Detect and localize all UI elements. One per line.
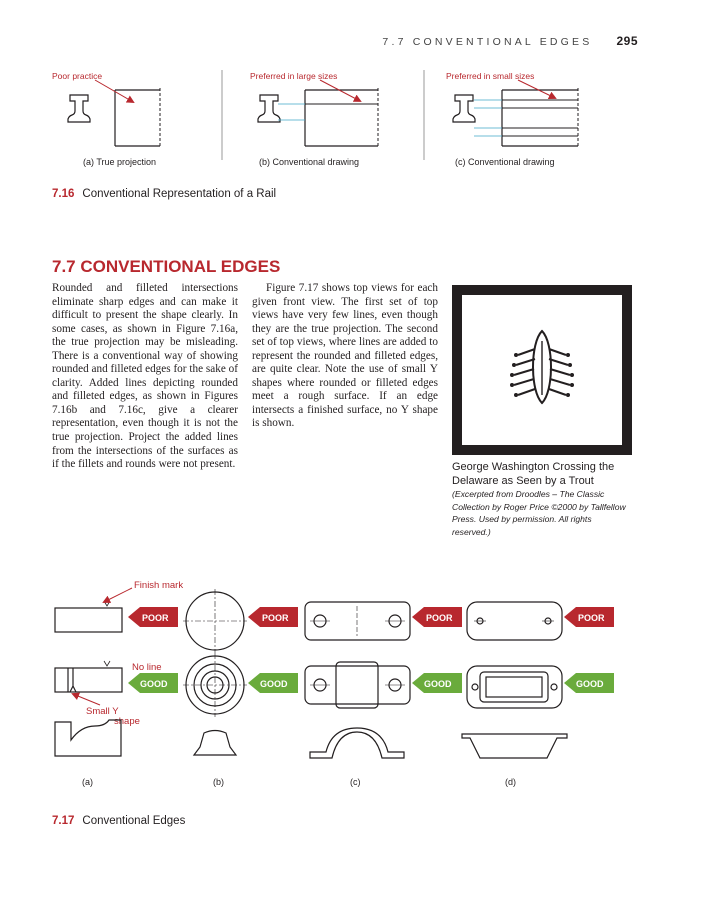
body-column-2 [252, 282, 438, 431]
poor-label: POOR [262, 613, 289, 623]
part-c-front-view [310, 728, 404, 758]
page-number: 295 [616, 34, 638, 48]
panel-label-b: (b) [213, 777, 224, 787]
part-a-good-view [55, 661, 122, 692]
conventional-edges-drawings [0, 570, 702, 790]
good-label: GOOD [140, 679, 168, 689]
section-title: 7.7 CONVENTIONAL EDGES [52, 257, 281, 276]
rail-profile-b [258, 95, 280, 122]
cartoon-credit: (Excerpted from Droodles – The Classic Collection by Roger Price ©2000 by Tallfellow Press. Used by permission. All rights reserved.) [452, 489, 626, 537]
paragraph: Rounded and filleted intersections eliminate sharp edges and can make it difficult to present the shape clearly. In some cases, as shown in Figure 7.16a, the true projection may be misleading. There is a conventional way of showing rounded and filleted edges for the sake of clarity. Added lines depicting rounded and filleted edges, as shown in Figures 7.16b and 7.16c, give a clearer representation, even though it is not the true projection. Project the added lines from the intersections of the surfaces as if the fillets and rounds were not present. [52, 282, 238, 471]
figure-716-caption [52, 188, 276, 200]
paragraph: Figure 7.17 shows top views for each given front view. The first set of top views have very few lines, even though they are the true projection. The second set of top views, where lines are added to represent the rounded and filleted edges, are quite clear. Note the use of small Y shapes where rounded or filleted edges meet a rough surface. If an edge intersects a finished surface, no Y shape is shown. [252, 282, 438, 430]
part-b-good-view [183, 653, 247, 717]
good-label: GOOD [576, 679, 604, 689]
rail-drawings [0, 0, 702, 170]
figure-717-title: Conventional Edges [82, 815, 186, 827]
label-finish-mark: Finish mark [134, 580, 184, 591]
poor-label: POOR [426, 613, 453, 623]
part-b-front-view [194, 731, 236, 756]
arrow-poor [95, 80, 133, 102]
good-label: GOOD [424, 679, 452, 689]
caption-true-projection: (a) True projection [83, 157, 157, 167]
part-a-front-view [55, 720, 121, 756]
caption-conventional-c: (c) Conventional drawing [455, 157, 555, 167]
poor-label: POOR [578, 613, 605, 623]
rail-top-view-b [278, 88, 378, 148]
part-d-good-view [467, 666, 562, 708]
label-no-line: No line [132, 662, 162, 673]
part-c-good-view [305, 662, 410, 708]
part-d-front-view [462, 734, 567, 758]
label-small-y: Small Y [86, 706, 119, 717]
poor-arrows [128, 607, 614, 627]
droodle-cartoon [452, 285, 632, 455]
rail-top-view-c [474, 88, 578, 148]
figure-717-caption [52, 815, 185, 827]
arrow-finish-mark [104, 588, 132, 602]
good-label: GOOD [260, 679, 288, 689]
label-poor-practice: Poor practice [52, 71, 103, 81]
rail-top-view-a [115, 88, 160, 148]
label-preferred-large: Preferred in large sizes [250, 71, 338, 81]
cartoon-caption: George Washington Crossing the Delaware as Seen by a Trout [452, 461, 615, 487]
arrow-small-y [73, 694, 100, 705]
panel-label-d: (d) [505, 777, 516, 787]
part-b-poor-view [183, 589, 247, 653]
arrow-small [518, 80, 555, 98]
rail-profile-a [68, 95, 90, 122]
poor-label: POOR [142, 613, 169, 623]
caption-conventional-b: (b) Conventional drawing [259, 157, 360, 167]
part-a-poor-view [55, 601, 122, 632]
label-preferred-small: Preferred in small sizes [446, 71, 535, 81]
figure-716-number: 7.16 [52, 188, 75, 200]
figure-716-title: Conventional Representation of a Rail [82, 188, 277, 200]
body-column-1 [52, 282, 238, 472]
part-c-poor-view [305, 602, 410, 640]
panel-label-c: (c) [350, 777, 361, 787]
panel-label-a: (a) [82, 777, 93, 787]
figure-717-number: 7.17 [52, 815, 75, 827]
rail-profile-c [453, 95, 475, 122]
part-d-poor-view [467, 602, 562, 640]
running-title: 7.7 CONVENTIONAL EDGES [382, 36, 593, 48]
label-shape: shape [114, 716, 140, 727]
